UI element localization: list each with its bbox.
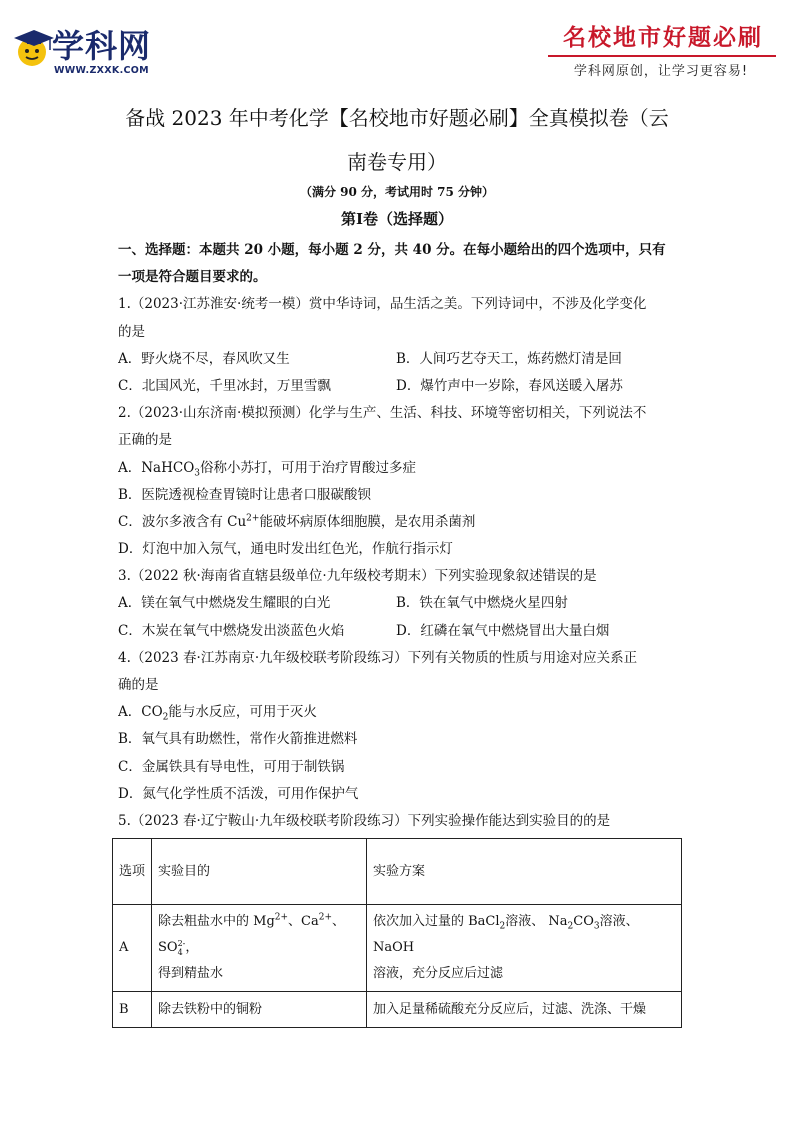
q2-a-sub: 3 xyxy=(194,468,201,479)
section-heading-line1: 一、选择题：本题共 20 小题，每小题 2 分，共 40 分。在每小题给出的四个选项中，只有 xyxy=(118,242,666,258)
table-cell-goal-b: 除去铁粉中的铜粉 xyxy=(152,992,367,1028)
q2-option-a xyxy=(118,455,682,482)
q1-option-b: B．人间巧艺夺天工，炼药燃灯清是回 xyxy=(396,350,622,367)
table-header-row xyxy=(113,839,682,905)
sulfate-ion xyxy=(158,940,185,955)
table-cell-option-b: B xyxy=(113,992,152,1028)
q4-a-post: 能与水反应，可用于灭火 xyxy=(168,704,317,721)
table-header-plan: 实验方案 xyxy=(367,839,682,905)
q1-stem-line2: 的是 xyxy=(118,323,145,340)
table-header-option: 选项 xyxy=(113,839,152,905)
q2-a-post: 俗称小苏打，可用于治疗胃酸过多症 xyxy=(200,459,417,476)
plan-a-sub3: 3 xyxy=(593,921,600,932)
table-cell-option-a: A xyxy=(113,905,152,992)
q3-option-c: C．木炭在氧气中燃烧发出淡蓝色火焰 xyxy=(118,622,345,639)
paper-title-line2: 南卷专用） xyxy=(347,150,447,174)
q4-a-sub: 2 xyxy=(162,712,169,723)
q2-c-sup: 2+ xyxy=(246,513,260,524)
q4-option-d: D．氮气化学性质不活泼，可用作保护气 xyxy=(118,785,359,802)
plan-a-line2: 溶液，充分反应后过滤 xyxy=(373,966,504,981)
goal-a-sup1: 2+ xyxy=(274,912,289,923)
section-heading-line2: 一项是符合题目要求的。 xyxy=(118,269,267,286)
graduate-mascot-icon xyxy=(10,24,58,72)
q4-a-pre: A．CO xyxy=(118,704,163,721)
q1-options-row1 xyxy=(118,346,682,373)
q4-option-a xyxy=(118,699,682,726)
plan-a-post: 溶液、NaOH xyxy=(373,914,639,955)
brand-slogan: 学科网原创，让学习更容易! xyxy=(573,64,749,79)
q2-option-c xyxy=(118,509,682,536)
q4-stem-line2: 确的是 xyxy=(118,677,159,693)
goal-a-mid2: 、 xyxy=(332,914,346,929)
q5-table xyxy=(112,838,682,1028)
q4-stem-line1: 4.（2023 春·江苏南京·九年级校联考阶段练习）下列有关物质的性质与用途对应关系正 xyxy=(118,649,638,666)
q2-c-pre: C．波尔多液含有 Cu xyxy=(118,513,247,530)
paper-subtitle: （满分 90 分，考试用时 75 分钟） xyxy=(299,185,495,199)
plan-a-sub2: 2 xyxy=(567,921,574,932)
q3-option-a: A．镁在氧气中燃烧发生耀眼的白光 xyxy=(118,595,331,612)
goal-a-post: ， xyxy=(185,940,199,955)
plan-a-pre: 依次加入过量的 BaCl xyxy=(373,914,500,929)
q4-option-b: B．氧气具有助燃性，常作火箭推进燃料 xyxy=(118,731,358,748)
goal-a-pre: 除去粗盐水中的 Mg xyxy=(158,914,275,929)
q3-options-row1 xyxy=(118,590,682,617)
table-header-goal: 实验目的 xyxy=(152,839,367,905)
table-row xyxy=(113,992,682,1028)
sulfate-ion-charge: 2- xyxy=(177,938,186,948)
goal-a-sup2: 2+ xyxy=(318,912,333,923)
sulfate-ion-count: 4 xyxy=(177,947,183,957)
question-content xyxy=(118,237,682,835)
q2-option-d: D．灯泡中加入氖气，通电时发出红色光，作航行指示灯 xyxy=(118,541,453,558)
q2-stem-line1: 2.（2023·山东济南·模拟预测）化学与生产、生活、科技、环境等密切相关，下列说法不 xyxy=(118,405,647,422)
table-cell-goal-a xyxy=(152,905,367,992)
plan-a-mid2: CO xyxy=(573,914,594,929)
q1-options-row2 xyxy=(118,373,682,400)
sulfate-ion-base: SO xyxy=(158,940,178,955)
volume-heading: 第Ⅰ卷（选择题） xyxy=(340,210,454,228)
paper-title-line1: 备战 2023 年中考化学【名校地市好题必刷】全真模拟卷（云 xyxy=(125,106,669,130)
q4-option-c: C．金属铁具有导电性，可用于制铁锅 xyxy=(118,758,345,775)
brand-title: 名校地市好题必刷 xyxy=(563,24,763,51)
q1-option-c: C．北国风光，千里冰封，万里雪飘 xyxy=(118,377,331,394)
logo-url[interactable]: WWW.ZXXK.COM xyxy=(54,65,149,76)
brand-divider xyxy=(548,55,776,57)
q1-option-d: D．爆竹声中一岁除，春风送暖入屠苏 xyxy=(396,377,623,394)
plan-a-sub1: 2 xyxy=(499,921,506,932)
q2-option-b: B．医院透视检查胃镜时让患者口服碳酸钡 xyxy=(118,486,371,503)
q3-option-b: B．铁在氧气中燃烧火星四射 xyxy=(396,595,568,612)
table-cell-plan-a xyxy=(367,905,682,992)
logo-text: 学科网 xyxy=(52,27,152,65)
q2-stem-line2: 正确的是 xyxy=(118,432,172,449)
q1-stem-line1: 1.（2023·江苏淮安·统考一模）赏中华诗词，品生活之美。下列诗词中，不涉及化学变化 xyxy=(118,296,647,313)
q1-option-a: A．野火烧不尽，春风吹又生 xyxy=(118,350,290,367)
q3-stem: 3.（2022 秋·海南省直辖县级单位·九年级校考期末）下列实验现象叙述错误的是 xyxy=(118,568,597,585)
table-cell-plan-b: 加入足量稀硫酸充分反应后，过滤、洗涤、干燥 xyxy=(367,992,682,1028)
goal-a-line2: 得到精盐水 xyxy=(158,966,224,981)
q5-stem: 5.（2023 春·辽宁鞍山·九年级校联考阶段练习）下列实验操作能达到实验目的的是 xyxy=(118,812,611,829)
table-row xyxy=(113,905,682,992)
q3-option-d: D．红磷在氧气中燃烧冒出大量白烟 xyxy=(396,622,610,639)
q3-options-row2 xyxy=(118,618,682,645)
paper-title xyxy=(112,96,682,184)
goal-a-mid: 、Ca xyxy=(288,914,319,929)
plan-a-mid: 溶液、 Na xyxy=(505,914,568,929)
q2-a-pre: A．NaHCO xyxy=(118,459,195,476)
q2-c-post: 能破坏病原体细胞膜，是农用杀菌剂 xyxy=(259,513,476,530)
